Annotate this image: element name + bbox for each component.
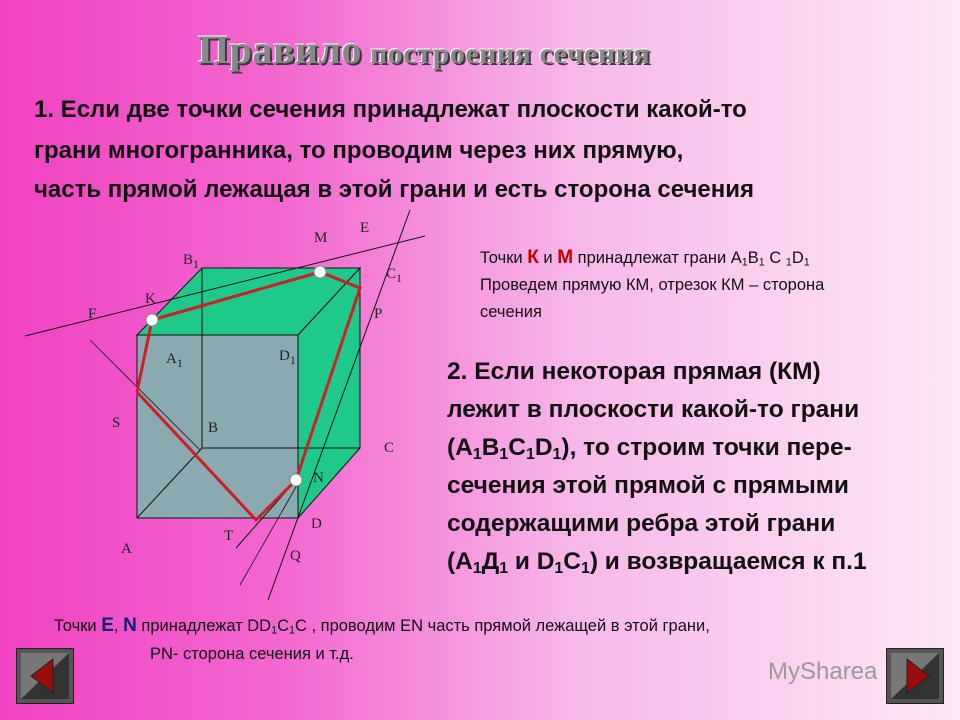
page-title: Правило построения сечения — [198, 27, 651, 72]
watermark-logo: MySharea — [768, 658, 878, 685]
section-diagram — [0, 200, 440, 600]
label-a: A — [121, 541, 132, 557]
label-q: Q — [290, 548, 301, 564]
next-slide-button[interactable] — [886, 648, 944, 704]
label-p: P — [374, 306, 383, 322]
point-m — [314, 266, 326, 278]
prev-arrow-icon — [17, 649, 73, 703]
label-c: C — [384, 440, 395, 456]
label-m: M — [314, 230, 328, 246]
label-k: K — [145, 291, 156, 307]
rule1-line3: часть прямой лежащая в этой грани и есть сторона сечения — [34, 176, 755, 203]
label-b: B — [208, 420, 219, 436]
label-c1: $C_1$ — [386, 266, 403, 285]
rule2-line4: сечения этой прямой с прямыми — [447, 472, 849, 499]
note-km-line1: Точки К и М принадлежат грани $А_1В_1$ С $_1D_1$ — [480, 247, 810, 269]
rule2-line3: $(А_1В_1С_1D_1)$, то строим точки пере- — [447, 434, 852, 463]
label-t: T — [224, 528, 234, 544]
label-d: D — [311, 516, 322, 532]
point-k — [146, 314, 158, 326]
note-km-line3: сечения — [480, 303, 542, 321]
label-n: N — [313, 470, 324, 486]
note-en-line2: PN- сторона сечения и т.д. — [150, 645, 354, 663]
label-a1: $A_1$ — [166, 351, 183, 370]
prev-slide-button[interactable] — [16, 648, 74, 704]
rule2-line2: лежит в плоскости какой-то грани — [447, 396, 860, 423]
label-f: F — [88, 306, 97, 322]
rule1-line1: 1. Если две точки сечения принадлежат плоскости какой-то — [34, 96, 747, 123]
label-e: E — [360, 220, 370, 236]
rule2-line5: содержащими ребра этой грани — [447, 510, 836, 537]
label-d1: $D_1$ — [279, 348, 296, 367]
note-en-line1: Точки Е, N принадлежат $DD_1C_1C$ , проводим EN часть прямой лежащей в этой грани, — [54, 615, 710, 637]
rule1-line2: грани многогранника, то проводим через них прямую, — [34, 137, 684, 164]
rule2-line6: ($А_1Д_1$ и $D_1С_1$) и возвращаемся к п.1 — [447, 548, 867, 577]
label-b1: $B_1$ — [183, 252, 200, 271]
point-n — [290, 474, 302, 486]
next-arrow-icon — [887, 649, 943, 703]
note-km-line2: Проведем прямую КМ, отрезок КМ – сторона — [480, 276, 825, 294]
label-s: S — [112, 415, 121, 431]
rule2-line1: 2. Если некоторая прямая (КМ) — [447, 358, 821, 385]
